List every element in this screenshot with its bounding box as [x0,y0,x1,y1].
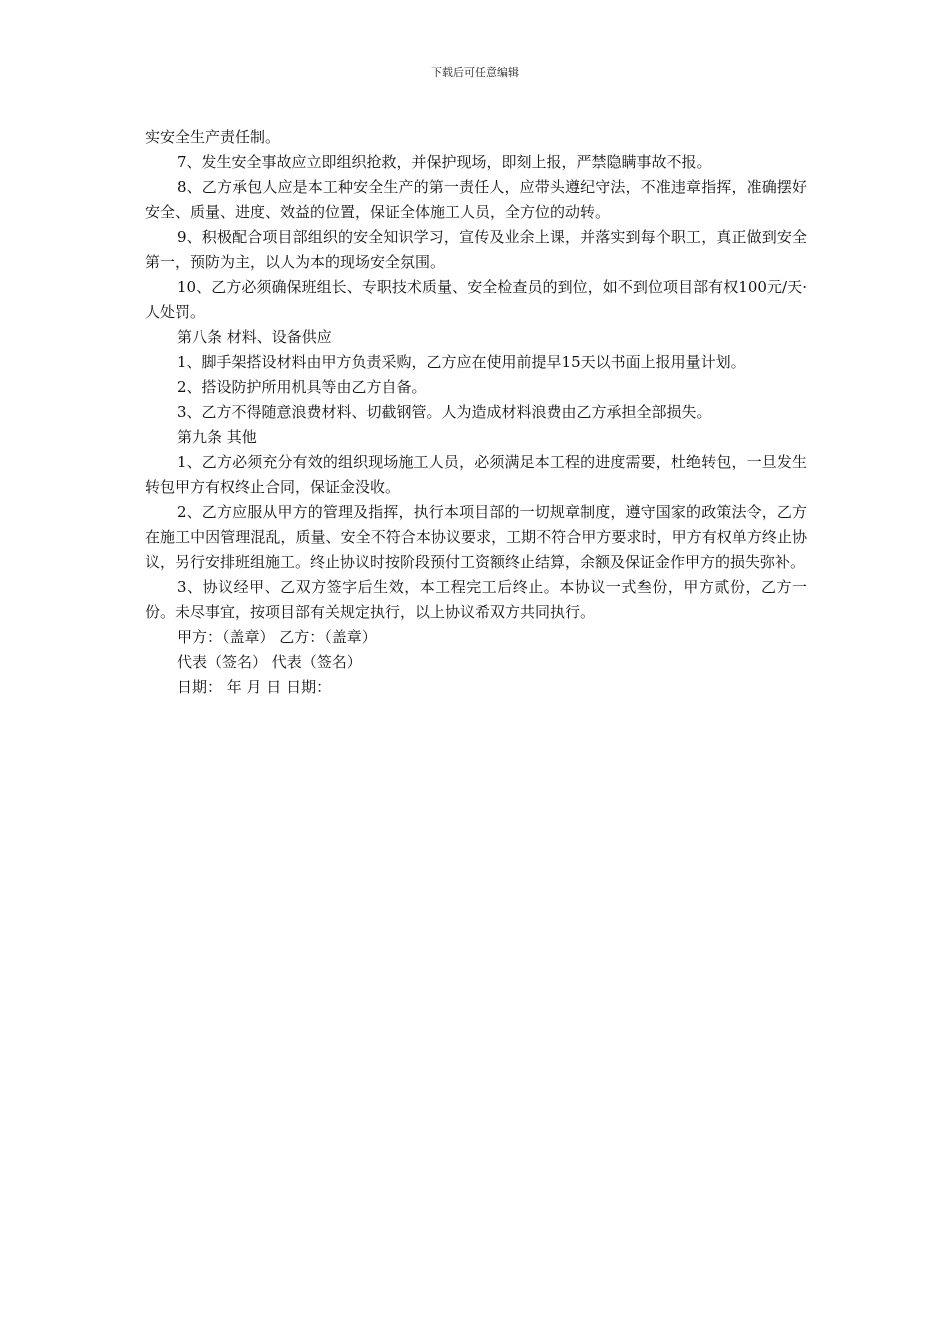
paragraph-continuation: 实安全生产责任制。 [145,128,281,146]
section-8-item-2: 2、搭设防护所用机具等由乙方自备。 [177,378,427,396]
signature-representatives: 代表（签名） 代表（签名） [177,653,362,671]
section-9-item-2: 2、乙方应服从甲方的管理及指挥，执行本项目部的一切规章制度，遵守国家的政策法令，乙方在施工中因管理混乱，质量、安全不符合本协议要求，工期不符合甲方要求时，甲方有权单方终止协议，另行安排班组施工。终止协议时按阶段预付工资额终止结算，余额及保证金作甲方的损失弥补。 [145,503,807,571]
section-9-item-1: 1、乙方必须充分有效的组织现场施工人员，必须满足本工程的进度需要，杜绝转包，一旦发生转包甲方有权终止合同，保证金没收。 [145,453,807,496]
clause-10: 10、乙方必须确保班组长、专职技术质量、安全检查员的到位，如不到位项目部有权100元/天·人处罚。 [145,278,807,321]
section-8-item-3: 3、乙方不得随意浪费材料、切截钢管。人为造成材料浪费由乙方承担全部损失。 [177,403,712,421]
section-9-title: 第九条 其他 [177,428,257,446]
clause-8: 8、乙方承包人应是本工种安全生产的第一责任人，应带头遵纪守法，不准违章指挥，准确摆好安全、质量、进度、效益的位置，保证全体施工人员，全方位的动转。 [145,178,807,221]
signature-dates: 日期： 年 月 日 日期： [177,678,332,696]
document-body [145,125,807,700]
section-8-title: 第八条 材料、设备供应 [177,328,332,346]
page-header: 下载后可任意编辑 [431,66,519,79]
section-9-item-3: 3、协议经甲、乙双方签字后生效，本工程完工后终止。本协议一式叁份，甲方贰份，乙方一份。未尽事宜，按项目部有关规定执行，以上协议希双方共同执行。 [145,578,807,621]
section-8-item-1: 1、脚手架搭设材料由甲方负责采购，乙方应在使用前提早15天以书面上报用量计划。 [177,353,746,371]
clause-9: 9、积极配合项目部组织的安全知识学习，宣传及业余上课，并落实到每个职工，真正做到安全第一，预防为主，以人为本的现场安全氛围。 [145,228,807,271]
clause-7: 7、发生安全事故应立即组织抢救，并保护现场，即刻上报，严禁隐瞒事故不报。 [177,153,712,171]
signature-parties: 甲方：（盖章） 乙方：（盖章） [177,628,377,646]
